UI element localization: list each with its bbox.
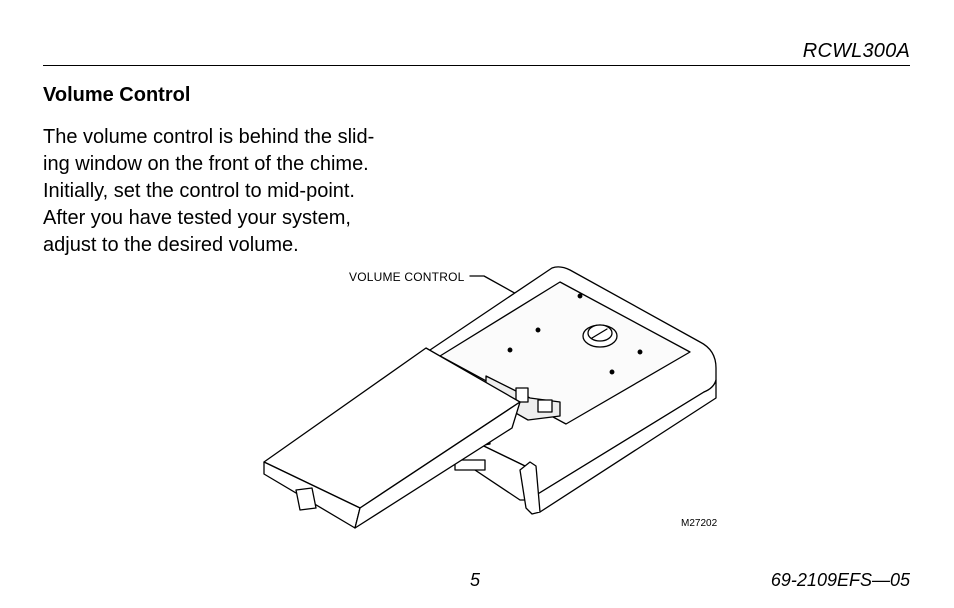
page-number: 5 [470,570,481,590]
document-number: 69-2109EFS—05 [770,570,910,590]
paragraph-line: After you have tested your system, [43,207,351,229]
figure-id: M27202 [681,518,718,529]
body-paragraph [43,124,463,259]
section-title: Volume Control [43,84,191,106]
screw [578,294,582,298]
volume-control-callout: VOLUME CONTROL [349,270,465,284]
screw [508,348,512,352]
model-number: RCWL300A [802,40,910,62]
paragraph-line: adjust to the desired volume. [43,234,299,256]
paragraph-line: The volume control is behind the slid- [43,126,375,148]
paragraph-line: ing window on the front of the chime. [43,153,369,175]
screw [610,370,614,374]
screw [638,350,642,354]
button-key [538,400,552,412]
paragraph-line: Initially, set the control to mid-point. [43,180,355,202]
chime-illustration [255,262,725,540]
cover-latch [296,488,316,510]
button-square [516,388,528,402]
header-rule [43,65,910,66]
screw [536,328,540,332]
